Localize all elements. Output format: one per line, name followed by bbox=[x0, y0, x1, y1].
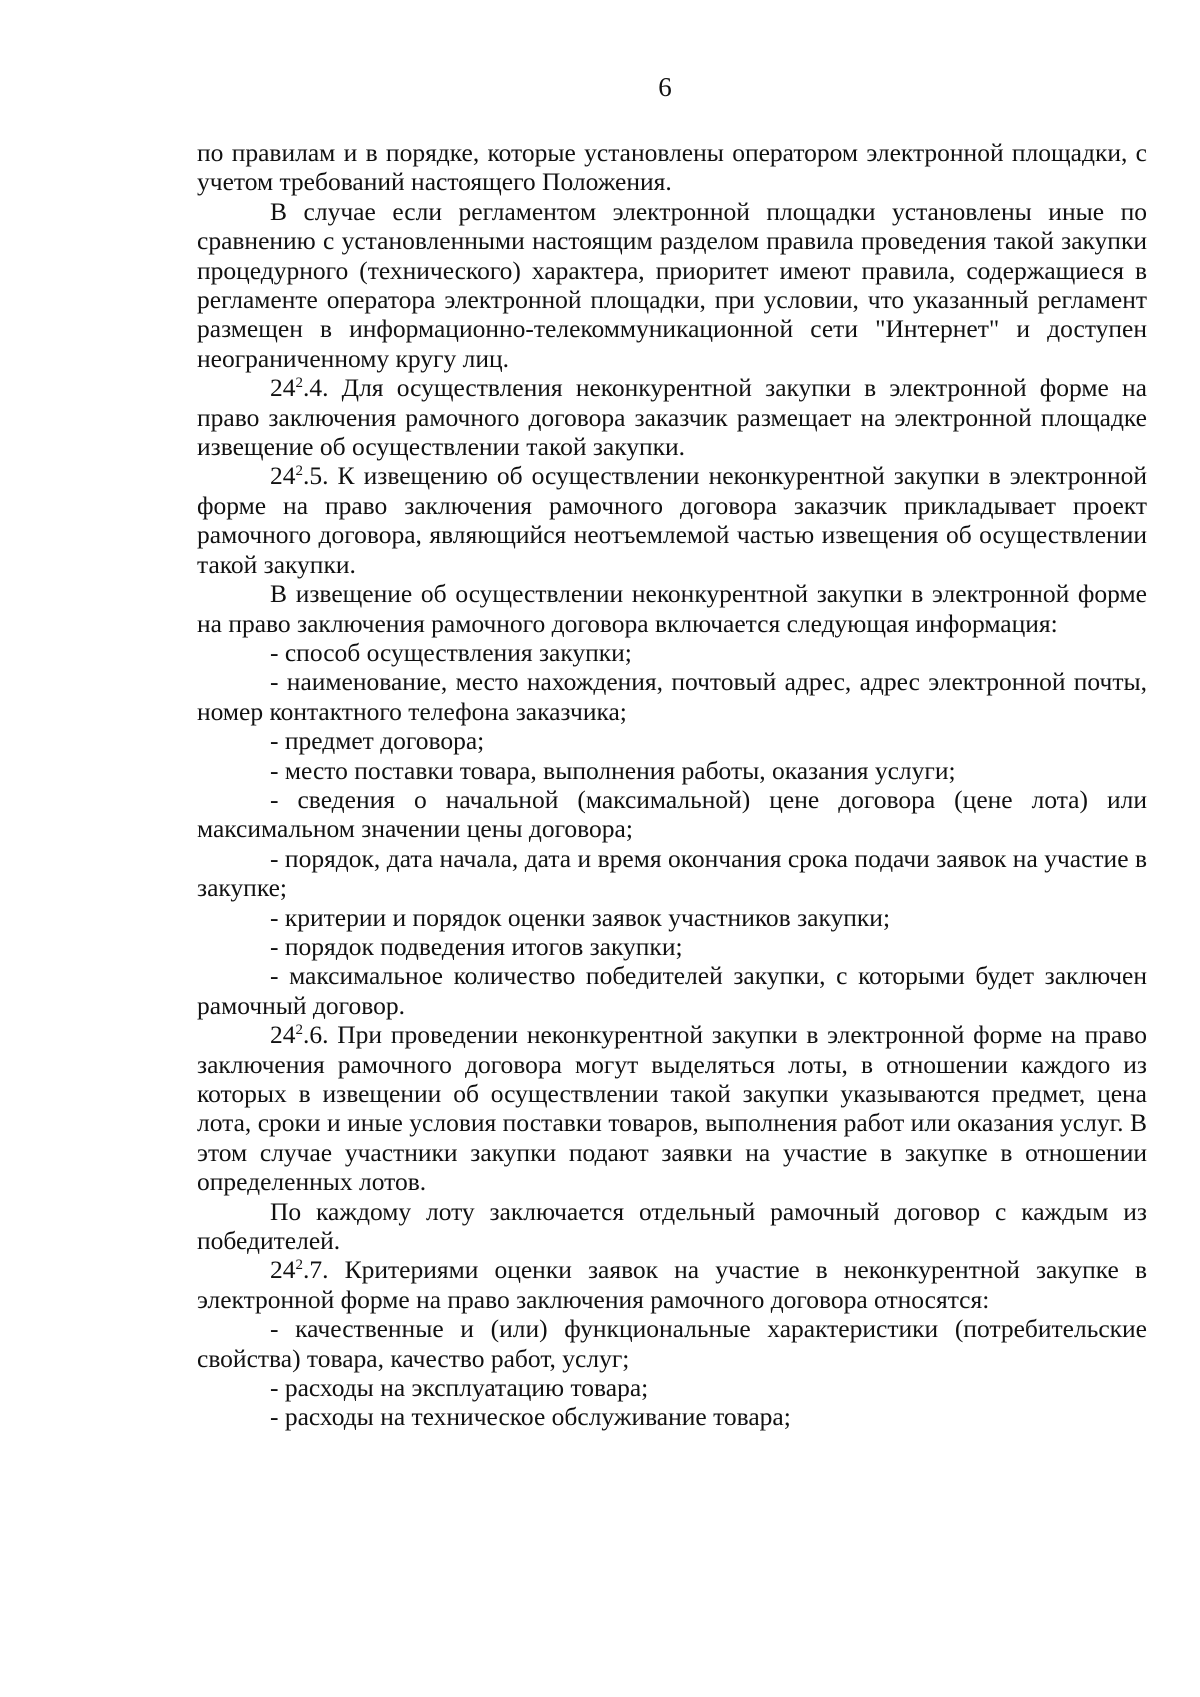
clause-paragraph bbox=[197, 461, 1147, 579]
clause-number: 24 bbox=[270, 1020, 296, 1050]
clause-number-superscript: 2 bbox=[295, 463, 303, 480]
list-item: - предмет договора; bbox=[270, 726, 485, 756]
list-item: - качественные и (или) функциональные характеристики (потребительские свойства) товара, качество работ, услуг; bbox=[197, 1314, 1147, 1373]
text-paragraph: В случае если регламентом электронной площадки установлены иные по сравнению с установленными настоящим разделом правила проведения такой закупки процедурного (технического) характера, приоритет имеют правила, содержащиеся в регламенте оператора электронной площадки, при условии, что указанный регламент размещен в информационно-телекоммуникационной сети "Интернет" и доступен неограниченному кругу лиц. bbox=[197, 196, 1147, 373]
clause-text: К извещению об осуществлении неконкурентной закупки в электронной форме на право заключения рамочного договора заказчик прикладывает проект рамочного договора, являющийся неотъемлемой частью извещения об осуществлении такой закупки. bbox=[197, 461, 1147, 579]
clause-number-suffix: .7. bbox=[303, 1255, 329, 1285]
text-paragraph: В извещение об осуществлении неконкурентной закупки в электронной форме на право заключения рамочного договора включается следующая информация: bbox=[197, 579, 1147, 638]
clause-text: При проведении неконкурентной закупки в электронной форме на право заключения рамочного договора могут выделяться лоты, в отношении каждого из которых в извещении об осуществлении такой закупки указываются предмет, цена лота, сроки и иные условия поставки товаров, выполнения работ или оказания услуг. В этом случае участники закупки подают заявки на участие в закупке в отношении определенных лотов. bbox=[197, 1020, 1147, 1197]
clause-number-suffix: .5. bbox=[303, 461, 329, 491]
list-item: - место поставки товара, выполнения работы, оказания услуги; bbox=[270, 755, 956, 785]
list-item: - способ осуществления закупки; bbox=[270, 637, 632, 667]
list-item: - порядок, дата начала, дата и время окончания срока подачи заявок на участие в закупке; bbox=[197, 843, 1147, 903]
clause-number-superscript: 2 bbox=[295, 1257, 303, 1274]
clause-number-superscript: 2 bbox=[295, 375, 303, 392]
page-number: 6 bbox=[658, 72, 672, 102]
list-item: - расходы на эксплуатацию товара; bbox=[270, 1373, 649, 1403]
clause-text: Критериями оценки заявок на участие в неконкурентной закупке в электронной форме на право заключения рамочного договора относятся: bbox=[197, 1255, 1147, 1314]
list-item: - критерии и порядок оценки заявок участников закупки; bbox=[270, 902, 891, 932]
clause-number-superscript: 2 bbox=[295, 1022, 303, 1039]
text-paragraph: по правилам и в порядке, которые установлены оператором электронной площадки, с учетом требований настоящего Положения. bbox=[197, 138, 1147, 197]
clause-number: 24 bbox=[270, 1255, 296, 1285]
list-item: - максимальное количество победителей закупки, с которыми будет заключен рамочный договор. bbox=[197, 961, 1147, 1020]
list-item: - порядок подведения итогов закупки; bbox=[270, 931, 683, 961]
clause-number: 24 bbox=[270, 461, 296, 491]
clause-number-suffix: .4. bbox=[303, 373, 329, 403]
list-item: - сведения о начальной (максимальной) цене договора (цене лота) или максимальном значении цены договора; bbox=[197, 784, 1147, 844]
clause-number: 24 bbox=[270, 373, 296, 403]
clause-paragraph bbox=[197, 1255, 1147, 1314]
text-paragraph: По каждому лоту заключается отдельный рамочный договор с каждым из победителей. bbox=[197, 1196, 1147, 1256]
clause-text: Для осуществления неконкурентной закупки в электронной форме на право заключения рамочного договора заказчик размещает на электронной площадке извещение об осуществлении такой закупки. bbox=[197, 373, 1147, 462]
list-item: - расходы на техническое обслуживание товара; bbox=[270, 1402, 791, 1432]
clause-number-suffix: .6. bbox=[303, 1020, 329, 1050]
list-item: - наименование, место нахождения, почтовый адрес, адрес электронной почты, номер контактного телефона заказчика; bbox=[197, 667, 1147, 726]
document-body bbox=[197, 138, 1147, 1432]
clause-paragraph bbox=[197, 1020, 1147, 1196]
clause-paragraph bbox=[197, 373, 1147, 461]
